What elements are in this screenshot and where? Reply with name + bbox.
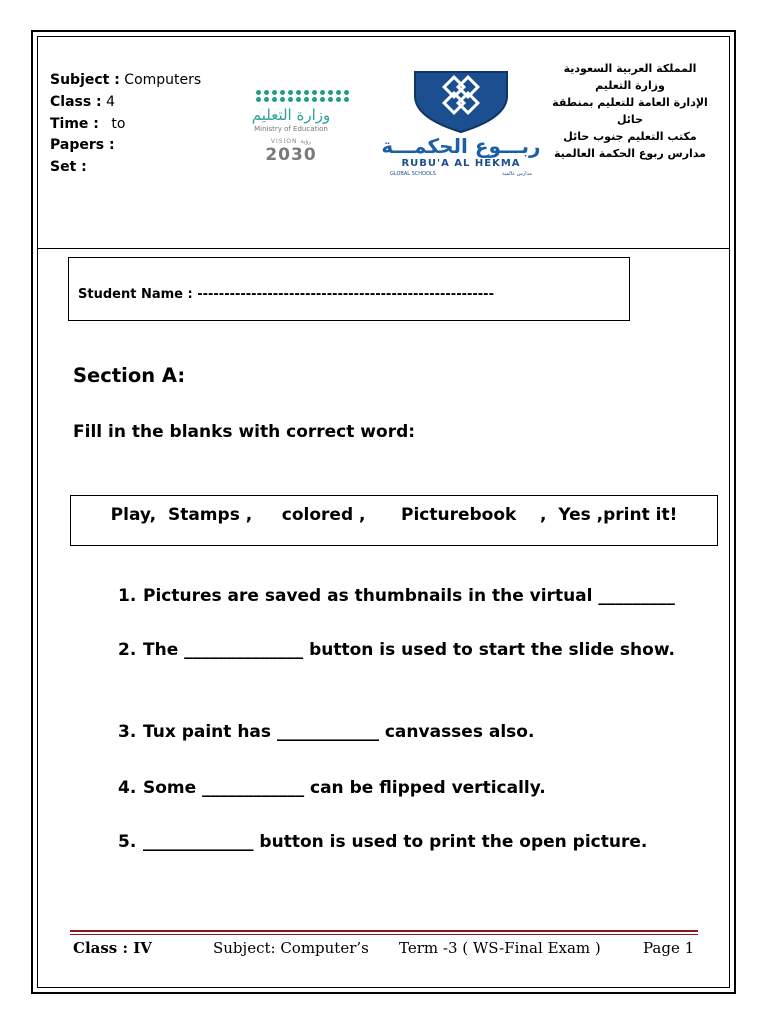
footer-subject: Subject: Computer’s xyxy=(213,939,369,957)
class-value: 4 xyxy=(106,93,116,110)
time-value: to xyxy=(111,115,126,132)
time-row xyxy=(50,114,201,136)
question-text: Some ____________ can be flipped vertically. xyxy=(143,778,546,798)
school-subtitle xyxy=(376,171,546,177)
class-label: Class : xyxy=(50,93,102,110)
arabic-line: وزارة التعليم xyxy=(595,79,665,92)
school-sub-english: GLOBAL SCHOOLS xyxy=(390,171,436,177)
question-number: 2. xyxy=(118,640,137,660)
question-item xyxy=(118,775,694,802)
class-row xyxy=(50,92,201,114)
question-item xyxy=(118,637,694,664)
header-divider xyxy=(38,248,729,249)
footer-page: Page 1 xyxy=(643,939,695,957)
word-bank-box xyxy=(70,495,718,546)
ministry-english: Ministry of Education xyxy=(254,125,328,133)
header-info xyxy=(50,70,201,179)
papers-row xyxy=(50,135,201,157)
question-text: _____________ button is used to print the open picture. xyxy=(143,832,648,852)
school-shield-icon xyxy=(376,68,546,134)
subject-label: Subject : xyxy=(50,72,120,88)
question-number: 4. xyxy=(118,778,137,798)
vision-2030-logo xyxy=(238,138,344,165)
footer-rule xyxy=(70,930,698,932)
footer-term: Term -3 ( WS-Final Exam ) xyxy=(399,939,601,957)
question-text: Tux paint has ____________ canvasses also. xyxy=(143,722,535,742)
question-text: Pictures are saved as thumbnails in the virtual _________ xyxy=(143,586,675,606)
instruction: Fill in the blanks with correct word: xyxy=(73,422,416,442)
time-label: Time : xyxy=(50,115,99,132)
question-number: 3. xyxy=(118,722,137,742)
question-item xyxy=(118,583,694,610)
footer-class: Class : IV xyxy=(73,939,152,957)
subject-value: Computers xyxy=(124,72,202,88)
set-row xyxy=(50,157,201,179)
arabic-line: المملكة العربية السعودية xyxy=(563,62,697,75)
question-item xyxy=(118,719,694,746)
student-name-box xyxy=(68,257,630,321)
question-text: The ______________ button is used to start the slide show. xyxy=(143,640,675,660)
school-name-arabic: ربـــوع الحكمـــة xyxy=(381,134,541,158)
arabic-line: الإدارة العامة للتعليم بمنطقة حائل xyxy=(552,96,708,126)
arabic-line: مكتب التعليم جنوب حائل xyxy=(563,130,697,143)
school-name-english: RUBU'A AL HEKMA xyxy=(401,158,521,169)
question-item xyxy=(118,829,694,856)
question-number: 1. xyxy=(118,586,137,606)
school-sub-arabic: مدارس عالمية xyxy=(502,171,532,177)
student-name-field[interactable]: Student Name : ------------------------------------------------------- xyxy=(78,287,494,302)
papers-label: Papers : xyxy=(50,137,115,154)
vision-label: VISION رؤية xyxy=(270,138,312,145)
school-logo xyxy=(376,68,546,180)
section-title: Section A: xyxy=(73,364,186,387)
question-number: 5. xyxy=(118,832,137,852)
footer-rule xyxy=(70,934,698,935)
arabic-header xyxy=(540,60,720,162)
set-label: Set : xyxy=(50,159,87,176)
ministry-arabic: وزارة التعليم xyxy=(251,106,331,124)
ministry-logo xyxy=(238,90,344,190)
arabic-line: مدارس ربوع الحكمة العالمية xyxy=(554,147,706,160)
ministry-dots-icon xyxy=(256,90,344,102)
subject-row xyxy=(50,70,201,92)
word-bank: Play, Stamps , colored , Picturebook , Yes ,print it! xyxy=(110,505,678,525)
vision-year: 2030 xyxy=(265,145,317,165)
